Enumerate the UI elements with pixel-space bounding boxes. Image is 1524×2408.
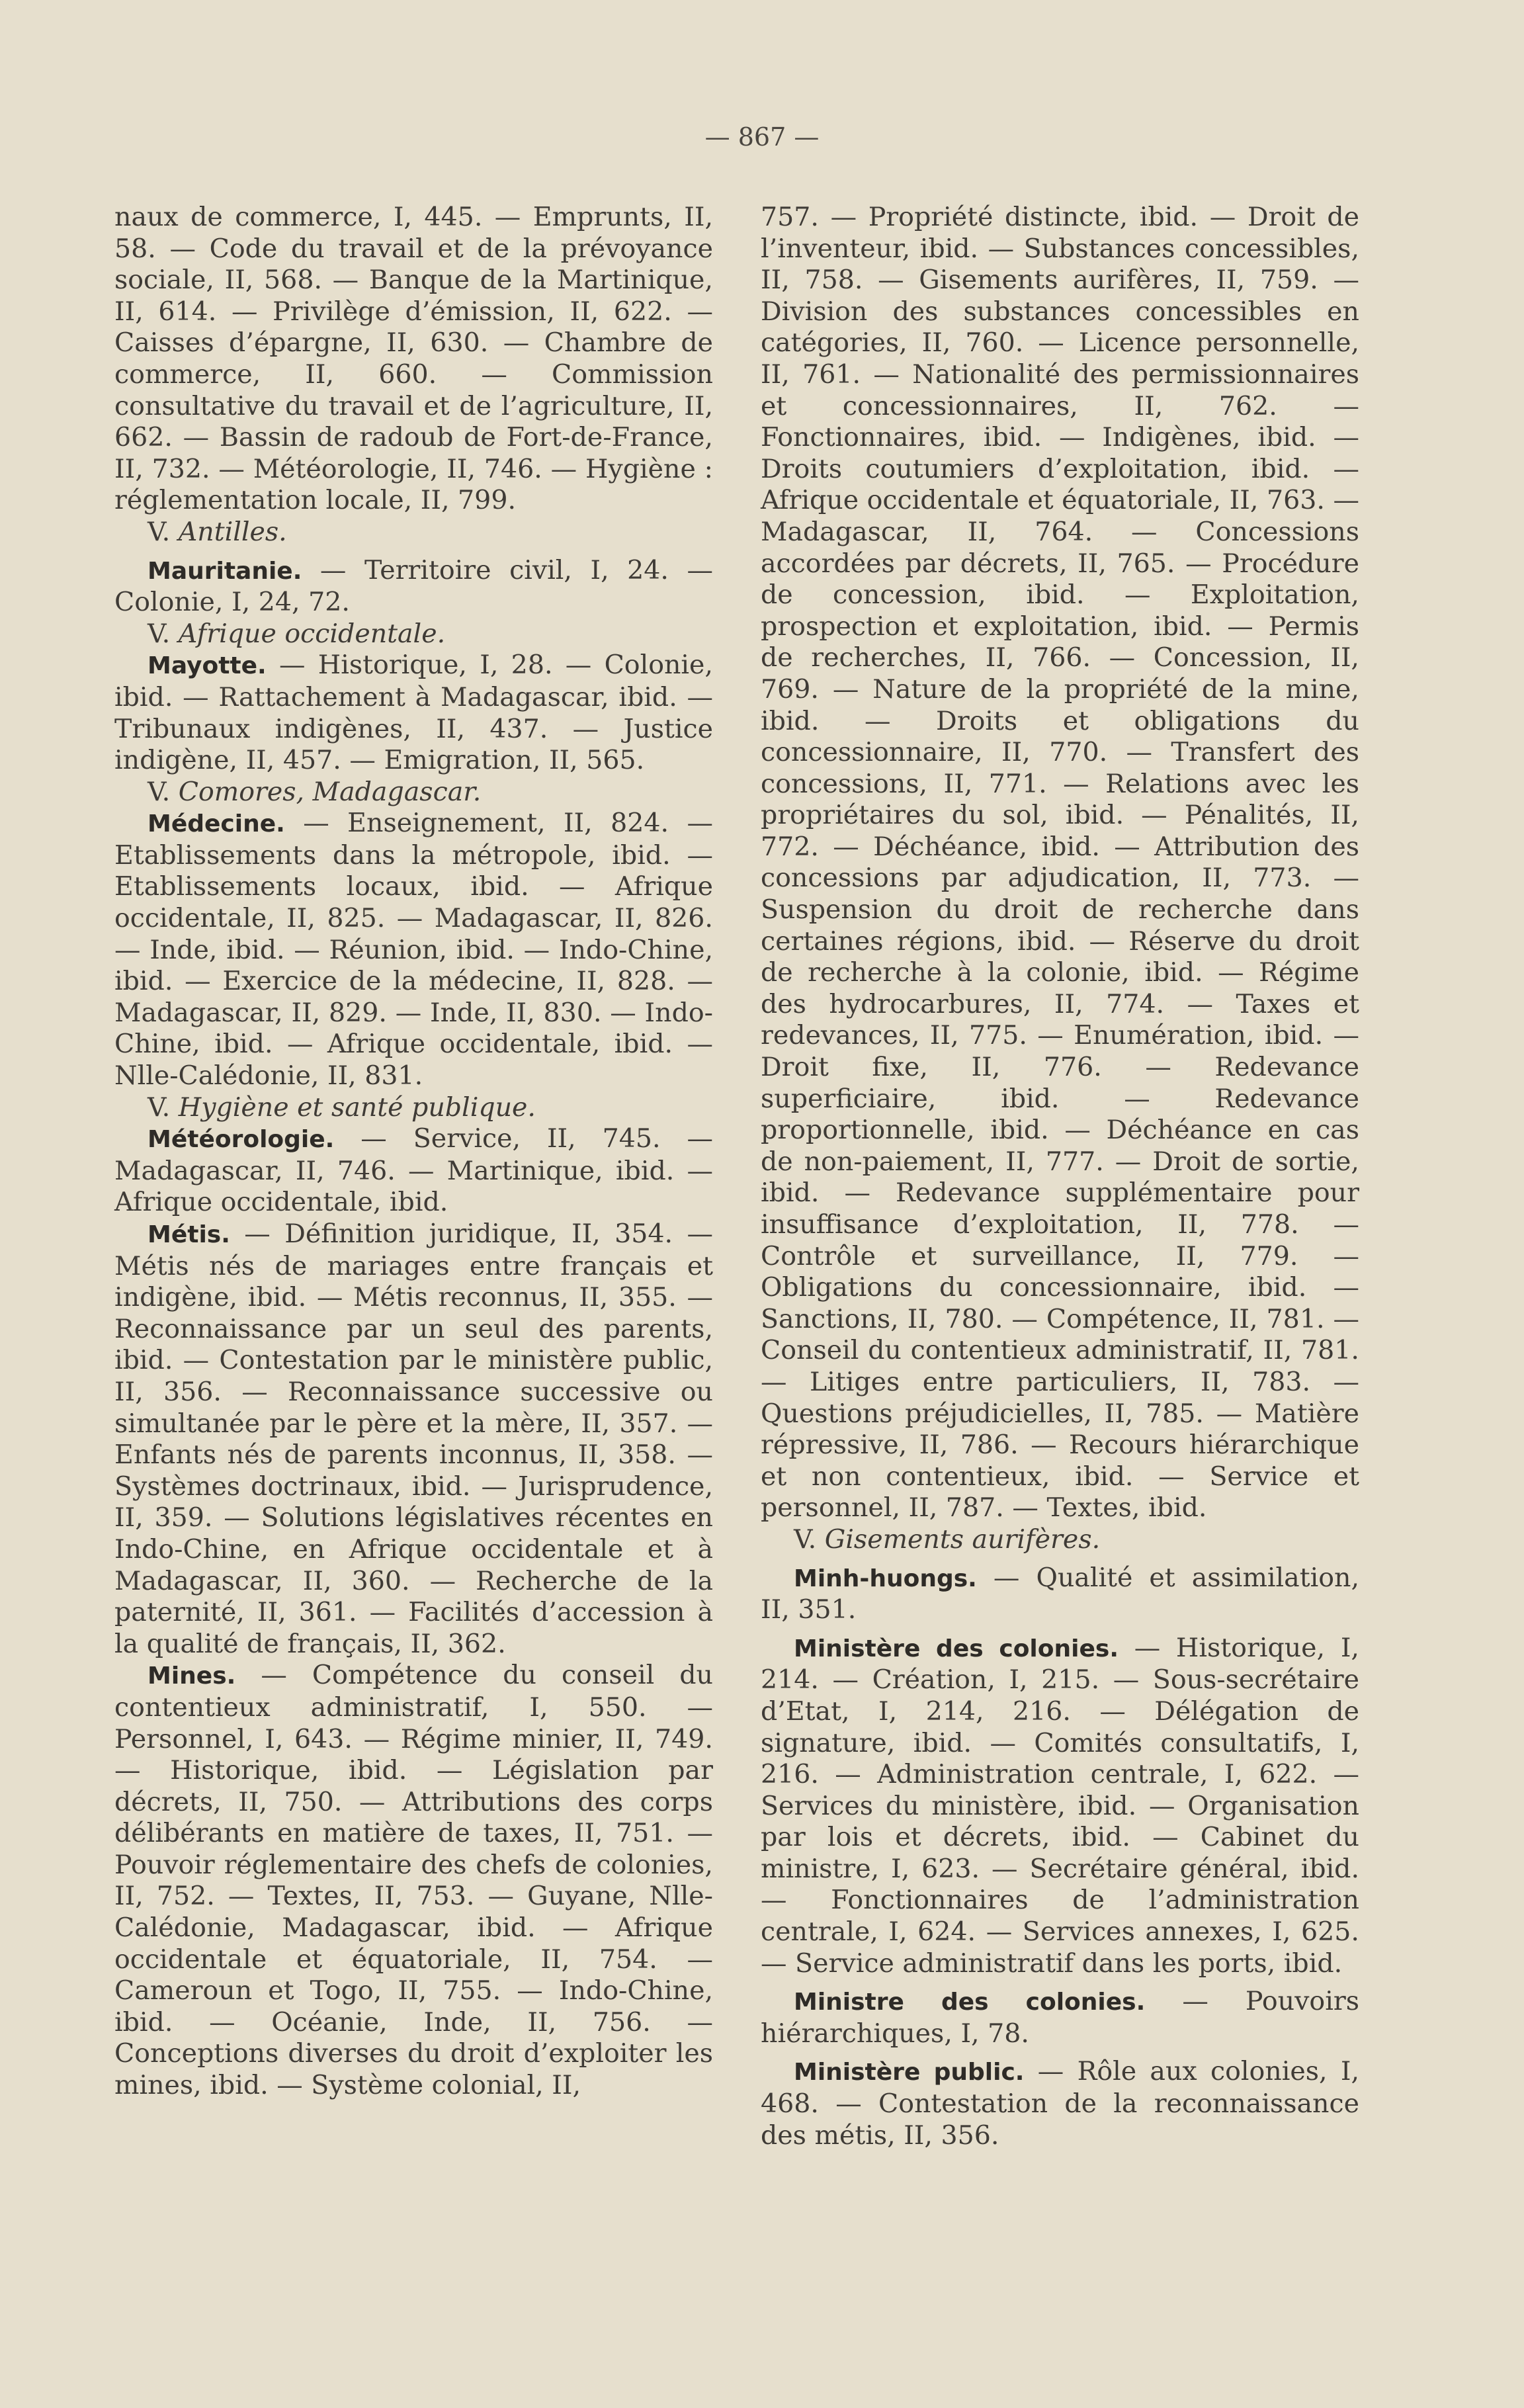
index-entry: Mauritanie. — Territoire civil, I, 24. — Colonie, I, 24, 72.: [114, 554, 713, 618]
see-also: V. Comores, Madagascar.: [148, 776, 482, 807]
entry-heading: Ministre des colonies.: [794, 1989, 1146, 2016]
entry-heading: Mauritanie.: [148, 557, 302, 585]
index-entry: Métis. — Définition juridique, II, 354. — Métis nés de mariages entre français et indigène, ibid. — Métis reconnus, II, 355. — Reconnaissance par un seul des parents, ibid. — Contestation par le ministère public, II, 356. — Reconnaissance successive ou simultanée par le père et la mère, II, 357. — Enfants nés de parents inconnus, II, 358. — Systèmes doctrinaux, ibid. — Jurisprudence, II, 359. — Solutions législatives récentes en Indo-Chine, en Afrique occidentale et à Madagascar, II, 360. — Recherche de la paternité, II, 361. — Facilités d’accession à la qualité de français, II, 362.: [114, 1219, 713, 1659]
index-entry: Ministère public. — Rôle aux colonies, I, 468. — Contestation de la reconnaissance des métis, II, 356.: [761, 2056, 1359, 2151]
index-entry: Mayotte. — Historique, I, 28. — Colonie, ibid. — Rattachement à Madagascar, ibid. — Tribunaux indigènes, II, 437. — Justice indigène, II, 457. — Emigration, II, 565.: [114, 650, 713, 776]
continuation-text: naux de commerce, I, 445. — Emprunts, II, 58. — Code du travail et de la prévoyance sociale, II, 568. — Banque de la Martinique, II, 614. — Privilège d’émission, II, 622. — Caisses d’épargne, II, 630. — Chambre de commerce, II, 660. — Commission consultative du travail et de l’agriculture, II, 662. — Bassin de radoub de Fort-de-France, II, 732. — Météorologie, II, 746. — Hygiène : réglementation locale, II, 799.: [114, 202, 713, 516]
index-entry: Ministre des colonies. — Pouvoirs hiérarchiques, I, 78.: [761, 1986, 1359, 2049]
entry-heading: Ministère public.: [794, 2059, 1025, 2086]
entry-heading: Métis.: [148, 1221, 230, 1248]
entry-heading: Médecine.: [148, 810, 285, 838]
index-entry: Mines. — Compétence du conseil du contentieux administratif, I, 550. — Personnel, I, 643. — Régime minier, II, 749. — Historique, ibid. — Législation par décrets, II, 750. — Attributions des corps délibérants en matière de taxes, II, 751. — Pouvoir réglementaire des chefs de colonies, II, 752. — Textes, II, 753. — Guyane, Nlle-Calédonie, Madagascar, ibid. — Afrique occidentale et équatoriale, II, 754. — Cameroun et Togo, II, 755. — Indo-Chine, ibid. — Océanie, Inde, II, 756. — Conceptions diverses du droit d’exploiter les mines, ibid. — Système colonial, II,: [114, 1660, 713, 2101]
continuation-text: 757. — Propriété distincte, ibid. — Droit de l’inventeur, ibid. — Substances concessibles, II, 758. — Gisements aurifères, II, 759. — Division des substances concessibles en catégories, II, 760. — Licence personnelle, II, 761. — Nationalité des permissionnaires et concessionnaires, II, 762. — Fonctionnaires, ibid. — Indigènes, ibid. — Droits coutumiers d’exploitation, ibid. — Afrique occidentale et équatoriale, II, 763. — Madagascar, II, 764. — Concessions accordées par décrets, II, 765. — Procédure de concession, ibid. — Exploitation, prospection et exploitation, ibid. — Permis de recherches, II, 766. — Concession, II, 769. — Nature de la propriété de la mine, ibid. — Droits et obligations du concessionnaire, II, 770. — Transfert des concessions, II, 771. — Relations avec les propriétaires du sol, ibid. — Pénalités, II, 772. — Déchéance, ibid. — Attribution des concessions par adjudication, II, 773. — Suspension du droit de recherche dans certaines régions, ibid. — Réserve du droit de recherche à la colonie, ibid. — Régime des hydrocarbures, II, 774. — Taxes et redevances, II, 775. — Enumération, ibid. — Droit fixe, II, 776. — Redevance superficiaire, ibid. — Redevance proportionnelle, ibid. — Déchéance en cas de non-paiement, II, 777. — Droit de sortie, ibid. — Redevance supplémentaire pour insuffisance d’exploitation, II, 778. — Contrôle et surveillance, II, 779. — Obligations du concessionnaire, ibid. — Sanctions, II, 780. — Compétence, II, 781. — Conseil du contentieux administratif, II, 781. — Litiges entre particuliers, II, 783. — Questions préjudicielles, II, 785. — Matière répressive, II, 786. — Recours hiérarchique et non contentieux, ibid. — Service et personnel, II, 787. — Textes, ibid.: [761, 202, 1359, 1524]
index-entry: Ministère des colonies. — Historique, I, 214. — Création, I, 215. — Sous-secrétaire d’Etat, I, 214, 216. — Délégation de signature, ibid. — Comités consultatifs, I, 216. — Administration centrale, I, 622. — Services du ministère, ibid. — Organisation par lois et décrets, ibid. — Cabinet du ministre, I, 623. — Secrétaire général, ibid. — Fonctionnaires de l’administration centrale, I, 624. — Services annexes, I, 625. — Service administratif dans les ports, ibid.: [761, 1632, 1359, 1979]
index-entry: Médecine. — Enseignement, II, 824. — Etablissements dans la métropole, ibid. — Etablissements locaux, ibid. — Afrique occidentale, II, 825. — Madagascar, II, 826. — Inde, ibid. — Réunion, ibid. — Indo-Chine, ibid. — Exercice de la médecine, II, 828. — Madagascar, II, 829. — Inde, II, 830. — Indo-Chine, ibid. — Afrique occidentale, ibid. — Nlle-Calédonie, II, 831.: [114, 808, 713, 1092]
index-entry: Minh-huongs. — Qualité et assimilation, II, 351.: [761, 1562, 1359, 1625]
right-column: [761, 202, 1359, 2151]
entry-heading: Météorologie.: [148, 1126, 335, 1154]
entry-heading: Mines.: [148, 1662, 236, 1690]
entry-heading: Mayotte.: [148, 652, 267, 680]
left-column: [114, 202, 713, 2102]
entry-heading: Ministère des colonies.: [794, 1635, 1119, 1662]
see-also: V. Afrique occidentale.: [148, 618, 446, 649]
index-entry: Météorologie. — Service, II, 745. — Madagascar, II, 746. — Martinique, ibid. — Afrique occidentale, ibid.: [114, 1123, 713, 1218]
entry-heading: Minh-huongs.: [794, 1565, 977, 1592]
see-also: V. Antilles.: [148, 516, 287, 547]
page-number: — 867 —: [704, 122, 820, 151]
see-also: V. Hygiène et santé publique.: [148, 1092, 536, 1123]
see-also: V. Gisements aurifères.: [794, 1524, 1101, 1555]
